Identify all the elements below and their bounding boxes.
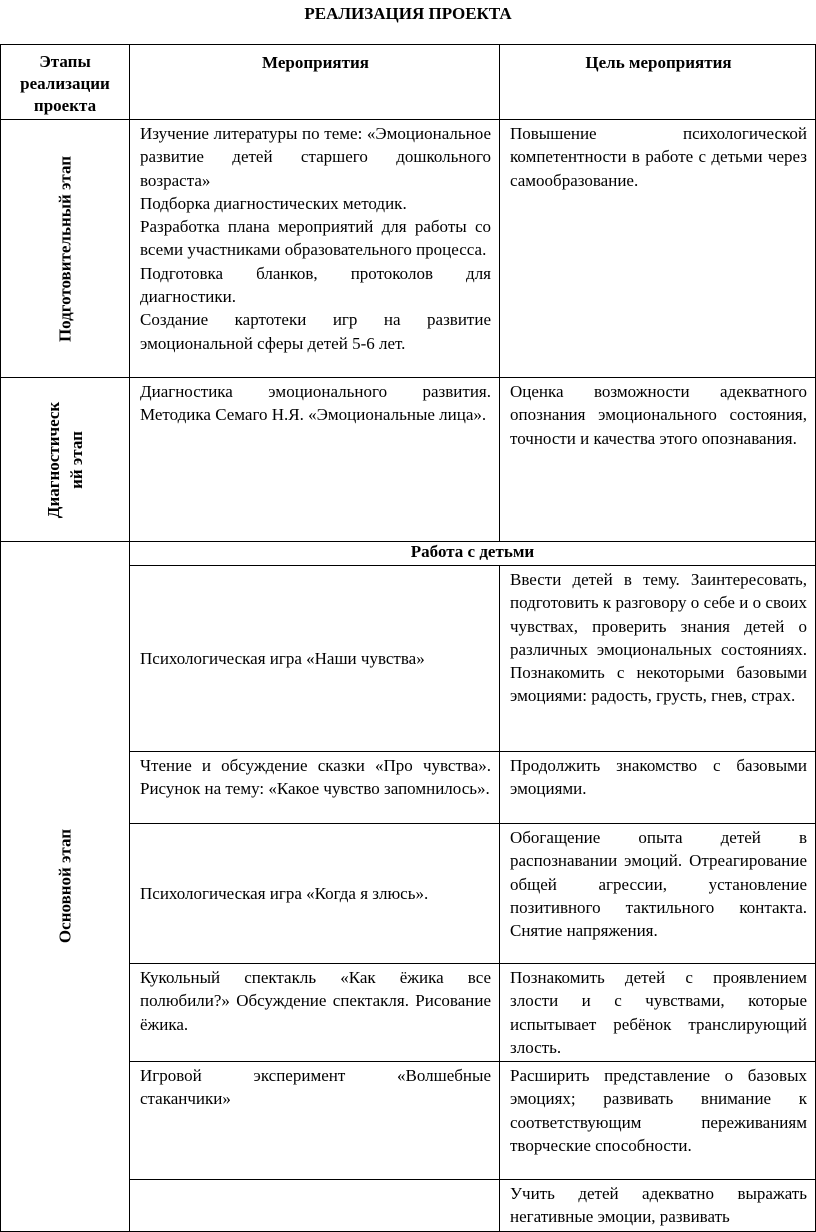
- main-row-2-activity: Чтение и обсуждение сказки «Про чувства». Рисунок на тему: «Какое чувство запомнилось».: [130, 752, 500, 824]
- prep-stage-label: Подготовительный этап: [55, 155, 75, 342]
- prep-activities: [130, 120, 500, 378]
- main-row-6-activity: [130, 1180, 500, 1232]
- page-title: РЕАЛИЗАЦИЯ ПРОЕКТА: [304, 4, 512, 23]
- prep-stage-cell: [1, 120, 130, 378]
- main-subheader-row: [1, 542, 816, 566]
- main-subheader: Работа с детьми: [130, 542, 816, 566]
- diag-stage-line1: Диагностическ: [44, 401, 63, 518]
- main-row-2-goal: Продолжить знакомство с базовыми эмоциями.: [500, 752, 816, 824]
- diag-stage-line2: ий этап: [67, 430, 86, 489]
- main-row-4-activity: Кукольный спектакль «Как ёжика все полюбили?» Обсуждение спектакля. Рисование ёжика.: [130, 964, 500, 1062]
- main-row-1-goal: Ввести детей в тему. Заинтересовать, подготовить к разговору о себе и о своих чувствах, проверить знания детей о различных эмоциональных состояниях. Познакомить с некоторыми базовыми эмоциями: радость, грусть, гнев, страх.: [500, 566, 816, 752]
- main-row-5-activity: Игровой эксперимент «Волшебные стаканчики»: [130, 1062, 500, 1180]
- main-row-1-activity: Психологическая игра «Наши чувства»: [130, 566, 500, 752]
- diag-stage-cell: [1, 378, 130, 542]
- prep-activity-1: Изучение литературы по теме: «Эмоциональное развитие детей старшего дошкольного возраста»: [140, 124, 491, 190]
- prep-activity-2: Подборка диагностических методик.: [140, 193, 407, 213]
- main-row-5-goal: Расширить представление о базовых эмоциях; развивать внимание к соответствующим переживаниям творческие способности.: [500, 1062, 816, 1180]
- prep-goal: Повышение психологической компетентности в работе с детьми через самообразование.: [500, 120, 816, 378]
- main-row-3-goal: Обогащение опыта детей в распознавании эмоций. Отреагирование общей агрессии, установление позитивного тактильного контакта. Снятие напряжения.: [500, 824, 816, 964]
- prep-activity-5: Создание картотеки игр на развитие эмоциональной сферы детей 5-6 лет.: [140, 310, 491, 353]
- diag-activity: Диагностика эмоционального развития. Методика Семаго Н.Я. «Эмоциональные лица».: [130, 378, 500, 542]
- header-row: [1, 45, 816, 120]
- header-activities: Мероприятия: [130, 45, 500, 120]
- prep-activity-3: Разработка плана мероприятий для работы со всеми участниками образовательного процесса.: [140, 217, 491, 260]
- diag-goal: Оценка возможности адекватного опознания эмоционального состояния, точности и качества этого опознавания.: [500, 378, 816, 542]
- prep-row: [1, 120, 816, 378]
- main-stage-cell: [1, 542, 130, 1232]
- diag-row: [1, 378, 816, 542]
- header-stages: Этапы реализации проекта: [1, 45, 130, 120]
- main-row-6-goal: Учить детей адекватно выражать негативные эмоции, развивать: [500, 1180, 816, 1232]
- main-row-4-goal: Познакомить детей с проявлением злости и с чувствами, которые испытывает ребёнок транслирующий злость.: [500, 964, 816, 1062]
- main-stage-label: Основной этап: [55, 829, 75, 944]
- main-row-3-activity: Психологическая игра «Когда я злюсь».: [130, 824, 500, 964]
- header-goal: Цель мероприятия: [500, 45, 816, 120]
- project-table: [0, 44, 816, 1232]
- diag-stage-label: [42, 401, 88, 517]
- prep-activity-4: Подготовка бланков, протоколов для диагностики.: [140, 263, 491, 307]
